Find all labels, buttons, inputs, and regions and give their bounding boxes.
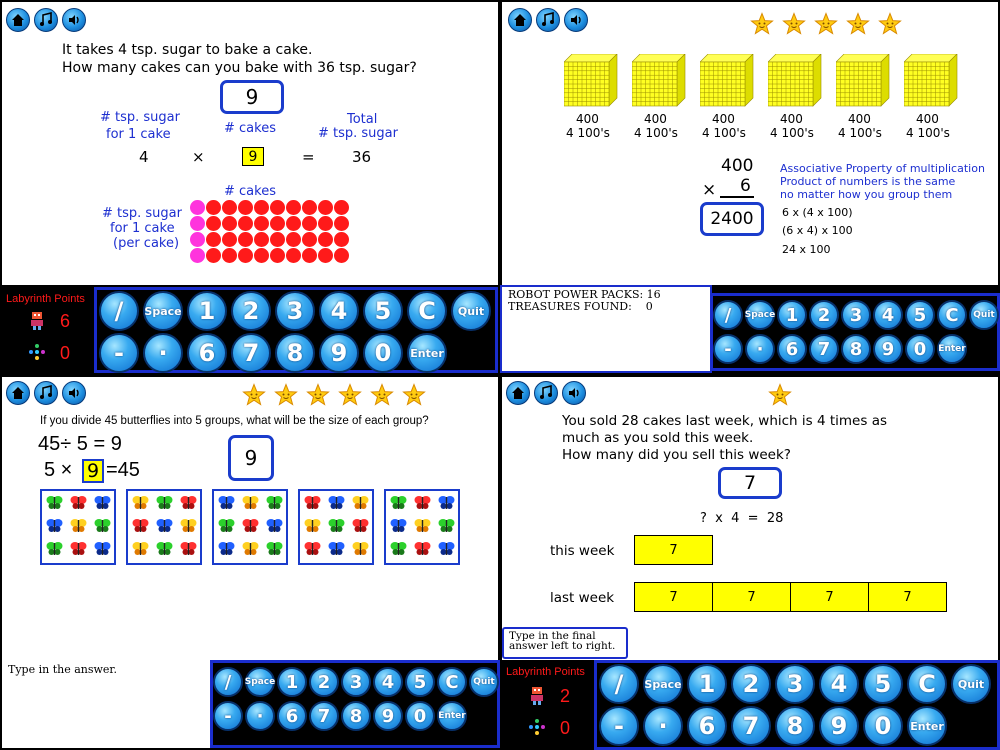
this-week-label: this week [550,543,615,559]
step-2: (6 x 4) x 100 [782,224,853,237]
hundreds-cube [700,54,758,112]
butterfly-icon [156,518,173,533]
butterfly-groups [2,489,498,569]
robot-status-box [500,285,712,373]
butterfly-icon [218,541,235,556]
cube-desc: 4 100's [634,126,678,140]
robot-points: 6 [60,311,71,331]
equation-factor-b: 9 [242,147,264,166]
key-space[interactable]: Space [745,300,775,330]
array-dot [334,216,349,231]
problem-panel [2,2,498,285]
key-0[interactable]: 0 [863,706,903,746]
label-total-line1: Total [347,112,378,127]
cube-value: 400 [916,112,939,126]
cube-value: 400 [712,112,735,126]
question-line-2: much as you sold this week. [562,430,754,446]
home-icon[interactable] [6,381,30,405]
array-dot [238,232,253,247]
keypad [94,287,498,373]
equation-mult-box: 9 [82,459,104,483]
array-dot [238,216,253,231]
butterfly-icon [328,541,345,556]
key-2[interactable]: 2 [231,291,271,331]
array-dot [222,200,237,215]
problem-panel [502,2,998,285]
key-9[interactable]: 9 [373,701,403,731]
key-space[interactable]: Space [143,291,183,331]
gem-icon [528,718,546,736]
array-dot [286,232,301,247]
array-label-top: # cakes [224,184,276,199]
key-divide[interactable]: / [213,667,243,697]
key-6[interactable]: 6 [687,706,727,746]
butterfly-icon [352,541,369,556]
array-dot [302,200,317,215]
array-label-left-3: (per cake) [113,236,180,251]
butterfly-icon [414,518,431,533]
key-space[interactable]: Space [245,667,275,697]
label-total-line2: # tsp. sugar [318,126,398,141]
equation-division: 45÷ 5 = 9 [38,433,122,455]
butterfly-icon [94,495,111,510]
robot-points: 2 [560,686,571,706]
butterfly-icon [266,495,283,510]
cube-desc: 4 100's [838,126,882,140]
array-dot [206,232,221,247]
keypad-area [500,660,1000,750]
key-decimal[interactable]: · [745,334,775,364]
butterfly-icon [180,541,197,556]
key-enter[interactable]: Enter [437,701,467,731]
key-3[interactable]: 3 [775,664,815,704]
key-1[interactable]: 1 [277,667,307,697]
star-icon [242,383,266,407]
cube-value: 400 [644,112,667,126]
array-dot [206,248,221,263]
hundreds-cube [632,54,690,112]
keypad [710,293,1000,371]
star-icon [274,383,298,407]
bar-segment: 7 [868,582,947,612]
cube-desc: 4 100's [770,126,814,140]
property-line-2: Product of numbers is the same [780,175,956,188]
keypad [594,660,1000,750]
equation-product: 36 [352,148,372,166]
problem-panel [2,377,498,660]
array-dot [286,216,301,231]
butterfly-icon [304,495,321,510]
butterfly-icon [70,541,87,556]
array-dot [222,248,237,263]
message-box [2,660,210,748]
butterfly-group [126,489,202,565]
butterfly-icon [328,495,345,510]
key-3[interactable]: 3 [341,667,371,697]
key-8[interactable]: 8 [775,706,815,746]
key-divide[interactable]: / [99,291,139,331]
gem-points: 0 [60,343,71,363]
key-5[interactable]: 5 [863,664,903,704]
star-icon [402,383,426,407]
problem-panel [502,377,998,660]
butterfly-icon [132,541,149,556]
bar-segment: 7 [634,535,713,565]
equation-mult-left: 5 × [44,459,73,481]
question-line-3: How many did you sell this week? [562,447,791,463]
key-0[interactable]: 0 [363,333,403,373]
butterfly-icon [438,495,455,510]
array-dot [334,248,349,263]
array-label-left-2: for 1 cake [110,221,175,236]
array-dot [254,216,269,231]
key-quit[interactable]: Quit [469,667,499,697]
keypad-area [0,660,500,750]
key-8[interactable]: 8 [841,334,871,364]
cube-value: 400 [848,112,871,126]
question-line-1: It takes 4 tsp. sugar to bake a cake. [62,42,313,58]
key-clear[interactable]: C [937,300,967,330]
power-packs-line: ROBOT POWER PACKS: 16 [508,288,661,301]
equation-mult-right: =45 [106,459,140,481]
butterfly-icon [180,518,197,533]
question-line-1: You sold 28 cakes last week, which is 4 times as [562,413,887,429]
sound-icon[interactable] [562,381,586,405]
butterfly-group [384,489,460,565]
key-4[interactable]: 4 [319,291,359,331]
butterfly-icon [304,541,321,556]
last-week-label: last week [550,590,615,606]
butterfly-icon [390,541,407,556]
gem-points: 0 [560,718,571,738]
step-3: 24 x 100 [782,243,831,256]
keypad-area [0,287,500,373]
array-dot [254,248,269,263]
per-cake-dot [190,232,205,247]
butterfly-icon [242,495,259,510]
key-clear[interactable]: C [907,664,947,704]
butterfly-group [212,489,288,565]
key-6[interactable]: 6 [187,333,227,373]
answer-input[interactable]: 9 [228,435,274,481]
this-week-bar [634,535,712,565]
key-2[interactable]: 2 [731,664,771,704]
key-2[interactable]: 2 [809,300,839,330]
key-1[interactable]: 1 [687,664,727,704]
quadrant-butterfly-problem [0,375,500,750]
home-icon[interactable] [6,8,30,32]
last-week-bar [634,582,946,612]
key-7[interactable]: 7 [231,333,271,373]
key-enter[interactable]: Enter [937,334,967,364]
hundreds-cube [564,54,622,112]
array-dot [286,248,301,263]
butterfly-icon [46,518,63,533]
key-3[interactable]: 3 [841,300,871,330]
labyrinth-title: Labyrinth Points [6,293,85,305]
array-dot [334,200,349,215]
key-minus[interactable]: - [599,706,639,746]
cube-desc: 4 100's [566,126,610,140]
array-dot [286,200,301,215]
star-icon [750,12,774,36]
per-cake-dot [190,216,205,231]
array-dot [270,232,285,247]
array-dot [318,232,333,247]
key-7[interactable]: 7 [309,701,339,731]
array-dot [270,216,285,231]
key-minus[interactable]: - [213,701,243,731]
quadrant-cake-problem [0,0,500,375]
butterfly-icon [156,541,173,556]
mult-sign: × [702,180,717,200]
key-quit[interactable]: Quit [951,664,991,704]
equation: ? x 4 = 28 [700,511,784,526]
key-2[interactable]: 2 [309,667,339,697]
butterfly-icon [390,495,407,510]
key-9[interactable]: 9 [819,706,859,746]
array-dot [222,216,237,231]
butterfly-icon [266,541,283,556]
key-4[interactable]: 4 [373,667,403,697]
butterfly-icon [242,518,259,533]
butterfly-icon [352,495,369,510]
array-dot [254,200,269,215]
music-icon[interactable] [534,381,558,405]
hint-line-1: Type in the final [509,630,596,642]
butterfly-icon [180,495,197,510]
labyrinth-title: Labyrinth Points [506,666,585,678]
butterfly-group [40,489,116,565]
butterfly-icon [414,495,431,510]
key-8[interactable]: 8 [341,701,371,731]
mult-top: 400 [721,156,754,176]
key-4[interactable]: 4 [819,664,859,704]
equation-times: × [192,148,205,166]
star-icon [878,12,902,36]
array-dot [222,232,237,247]
butterfly-icon [132,518,149,533]
array-dot [302,216,317,231]
key-1[interactable]: 1 [187,291,227,331]
star-icon [306,383,330,407]
butterfly-icon [218,495,235,510]
array-dot [238,248,253,263]
home-icon[interactable] [506,381,530,405]
key-5[interactable]: 5 [405,667,435,697]
butterfly-icon [132,495,149,510]
butterfly-icon [438,518,455,533]
array-dot [238,200,253,215]
key-3[interactable]: 3 [275,291,315,331]
step-1: 6 x (4 x 100) [782,206,853,219]
music-icon[interactable] [34,381,58,405]
question-line-2: How many cakes can you bake with 36 tsp. sugar? [62,60,417,76]
hint-box [502,627,628,659]
bar-segment: 7 [634,582,713,612]
gem-icon [28,343,46,361]
label-tsp-line1: # tsp. sugar [100,110,180,125]
key-4[interactable]: 4 [873,300,903,330]
butterfly-icon [266,518,283,533]
keypad-area [500,285,1000,375]
key-clear[interactable]: C [437,667,467,697]
equation-equals: = [302,148,315,166]
butterfly-icon [218,518,235,533]
quadrant-multiplication-problem [500,0,1000,375]
key-7[interactable]: 7 [809,334,839,364]
array-dot [318,248,333,263]
hundreds-cube [836,54,894,112]
key-minus[interactable]: - [713,334,743,364]
cube-value: 400 [780,112,803,126]
key-9[interactable]: 9 [873,334,903,364]
star-icon [370,383,394,407]
key-decimal[interactable]: · [643,706,683,746]
cube-desc: 4 100's [906,126,950,140]
mult-bottom: 6 [740,176,751,196]
music-icon[interactable] [34,8,58,32]
hint-line-2: answer left to right. [509,640,616,652]
butterfly-icon [390,518,407,533]
butterfly-icon [156,495,173,510]
key-quit[interactable]: Quit [969,300,999,330]
butterfly-icon [352,518,369,533]
per-cake-dot [190,248,205,263]
key-decimal[interactable]: · [143,333,183,373]
bar-segment: 7 [790,582,869,612]
butterfly-icon [70,518,87,533]
butterfly-icon [94,541,111,556]
butterfly-icon [328,518,345,533]
butterfly-icon [304,518,321,533]
key-6[interactable]: 6 [277,701,307,731]
equation-factor-a: 4 [139,148,149,166]
bar-segment: 7 [712,582,791,612]
keypad [210,660,500,748]
robot-icon [28,311,46,331]
array-dot [270,248,285,263]
property-line-1: Associative Property of multiplication [780,162,985,175]
array-dot [302,248,317,263]
array-dot [254,232,269,247]
key-8[interactable]: 8 [275,333,315,373]
array-dot [318,216,333,231]
key-decimal[interactable]: · [245,701,275,731]
butterfly-icon [70,495,87,510]
hundreds-cube [768,54,826,112]
key-5[interactable]: 5 [905,300,935,330]
butterfly-icon [414,541,431,556]
butterfly-icon [46,541,63,556]
array-label-left-1: # tsp. sugar [102,206,182,221]
question-text: If you divide 45 butterflies into 5 groups, what will be the size of each group? [40,415,429,427]
key-7[interactable]: 7 [731,706,771,746]
star-icon [782,12,806,36]
answer-input[interactable]: 7 [718,467,782,499]
label-cakes: # cakes [224,121,276,136]
array-dot [206,200,221,215]
quadrant-cakes-sold-problem [500,375,1000,750]
mult-line [720,196,754,198]
key-divide[interactable]: / [599,664,639,704]
answer-input[interactable]: 9 [220,80,284,114]
star-icon [814,12,838,36]
key-space[interactable]: Space [643,664,683,704]
array-dot [334,232,349,247]
message-text: Type in the answer. [8,663,117,676]
key-divide[interactable]: / [713,300,743,330]
treasures-line: TREASURES FOUND: 0 [508,300,653,313]
key-1[interactable]: 1 [777,300,807,330]
key-5[interactable]: 5 [363,291,403,331]
key-0[interactable]: 0 [405,701,435,731]
array-dot [206,216,221,231]
property-line-3: no matter how you group them [780,188,953,201]
cube-desc: 4 100's [702,126,746,140]
robot-icon [528,686,546,706]
cube-value: 400 [576,112,599,126]
butterfly-icon [46,495,63,510]
key-minus[interactable]: - [99,333,139,373]
array-dot [302,232,317,247]
butterfly-icon [438,541,455,556]
key-0[interactable]: 0 [905,334,935,364]
key-enter[interactable]: Enter [907,706,947,746]
butterfly-group [298,489,374,565]
hundreds-cube [904,54,962,112]
array-dot [318,200,333,215]
label-tsp-line2: for 1 cake [106,127,171,142]
key-quit[interactable]: Quit [451,291,491,331]
answer-input[interactable]: 2400 [700,202,764,236]
key-6[interactable]: 6 [777,334,807,364]
key-enter[interactable]: Enter [407,333,447,373]
butterfly-icon [242,541,259,556]
sound-icon[interactable] [62,381,86,405]
star-icon [768,383,792,407]
star-icon [846,12,870,36]
key-clear[interactable]: C [407,291,447,331]
butterfly-icon [94,518,111,533]
key-9[interactable]: 9 [319,333,359,373]
star-icon [338,383,362,407]
array-dot [270,200,285,215]
dot-array [190,200,334,264]
per-cake-dot [190,200,205,215]
sound-icon[interactable] [62,8,86,32]
